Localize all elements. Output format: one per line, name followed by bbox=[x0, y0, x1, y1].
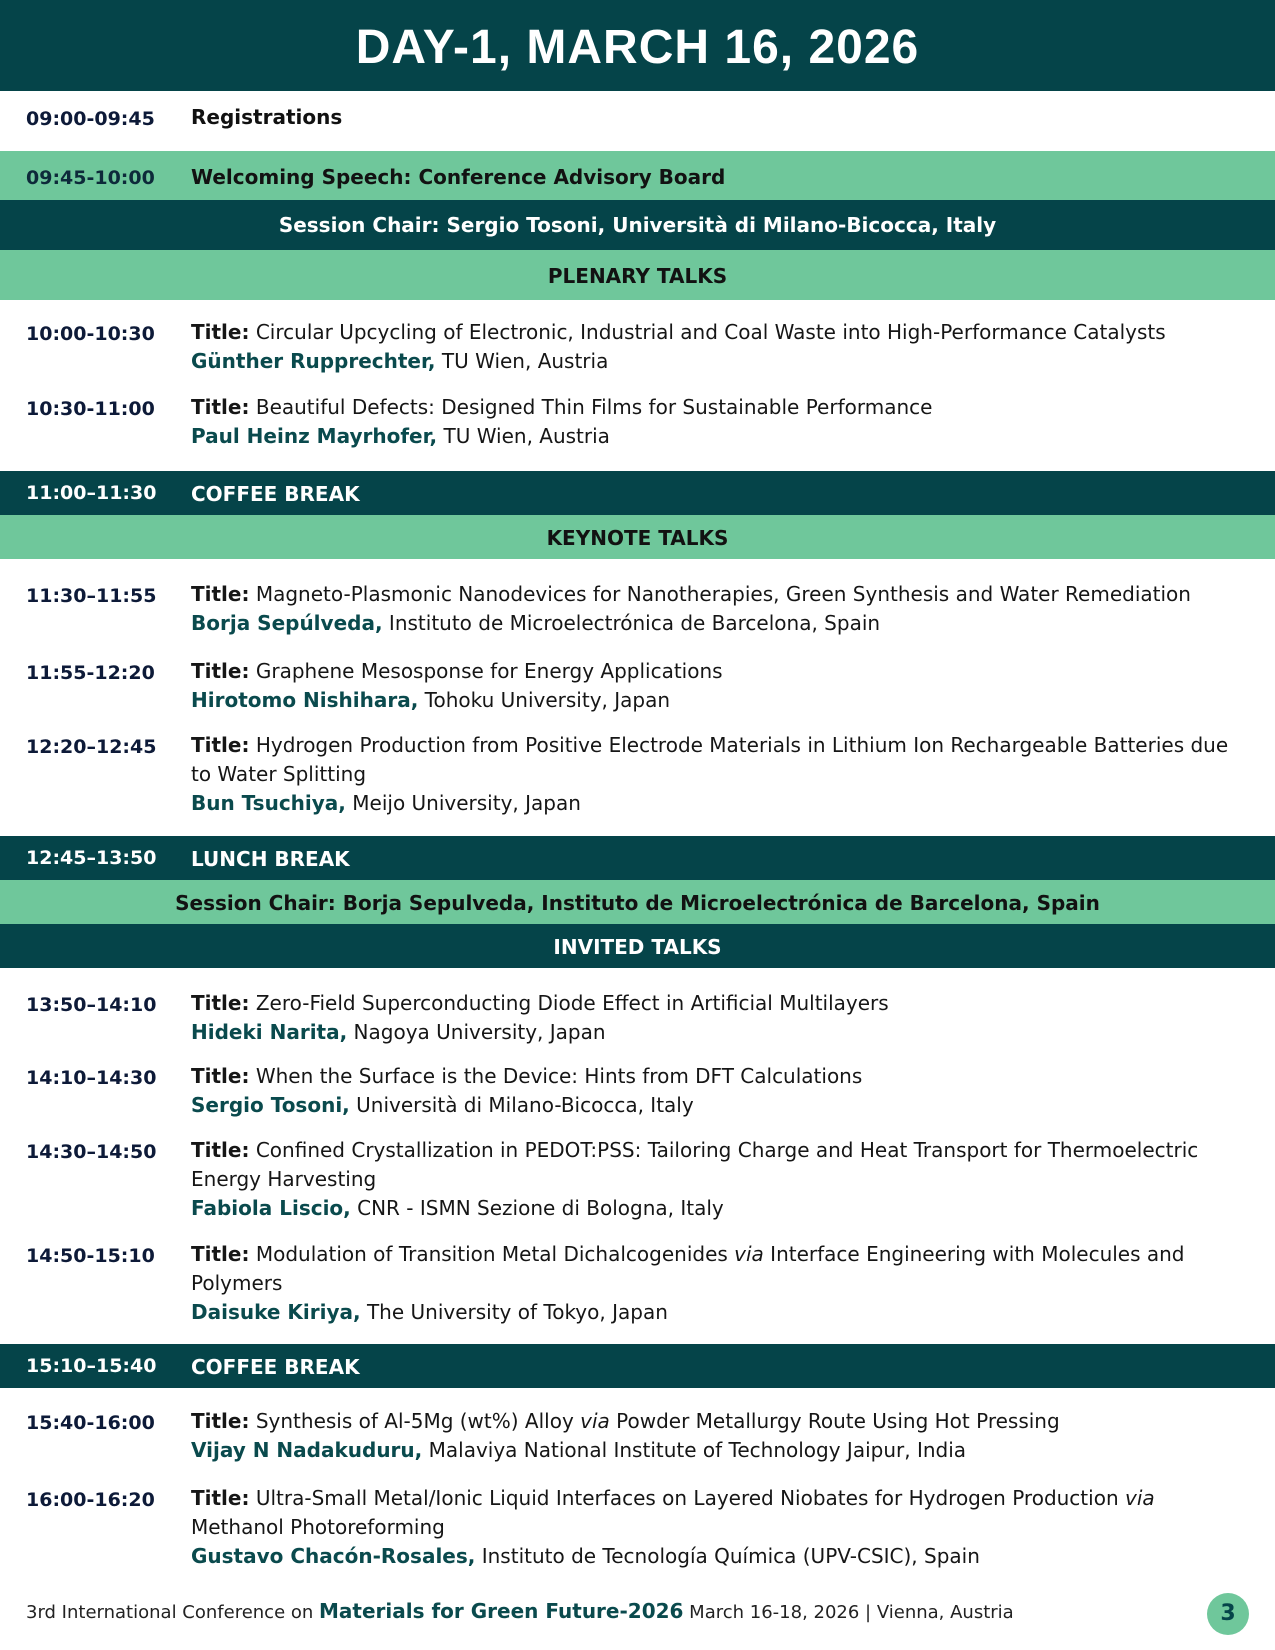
row-label: COFFEE BREAK bbox=[191, 482, 360, 506]
section-heading-text: INVITED TALKS bbox=[553, 935, 722, 959]
title-prefix: Title: bbox=[191, 1242, 250, 1266]
talk-title-part: Interface Engineering with Molecules and Polymers bbox=[191, 1242, 1185, 1295]
time-slot: 11:00–11:30 bbox=[26, 482, 157, 504]
time-slot: 15:10–15:40 bbox=[26, 1355, 157, 1377]
time-slot: 11:55-12:20 bbox=[26, 662, 155, 684]
talk-title-part: Ultra-Small Metal/Ionic Liquid Interfaces on Layered Niobates for Hydrogen Production bbox=[249, 1486, 1125, 1510]
row-label: LUNCH BREAK bbox=[191, 847, 350, 871]
talk-title: Circular Upcycling of Electronic, Industrial and Coal Waste into High-Performance Catalysts bbox=[249, 320, 1166, 344]
speaker-name: Günther Rupprechter, bbox=[191, 349, 436, 373]
title-prefix: Title: bbox=[191, 395, 250, 419]
section-heading-text: KEYNOTE TALKS bbox=[546, 526, 729, 550]
footer-prefix: 3rd International Conference on bbox=[26, 1602, 320, 1623]
row-label: COFFEE BREAK bbox=[191, 1355, 360, 1379]
time-slot: 15:40-16:00 bbox=[26, 1412, 155, 1434]
talk-title-italic: via bbox=[580, 1409, 610, 1433]
footer-dates-location: March 16-18, 2026 | Vienna, Austria bbox=[683, 1602, 1014, 1623]
title-prefix: Title: bbox=[191, 582, 250, 606]
speaker-affiliation: Instituto de Tecnología Química (UPV-CSIC), Spain bbox=[475, 1544, 980, 1568]
talk-title-part: Synthesis of Al-5Mg (wt%) Alloy bbox=[249, 1409, 581, 1433]
talk-title: Zero-Field Superconducting Diode Effect in Artificial Multilayers bbox=[249, 991, 889, 1015]
speaker-name: Hirotomo Nishihara, bbox=[191, 688, 419, 712]
speaker-name: Borja Sepúlveda, bbox=[191, 611, 383, 635]
talk-title-part: Modulation of Transition Metal Dichalcogenides bbox=[249, 1242, 735, 1266]
speaker-affiliation: Nagoya University, Japan bbox=[347, 1020, 606, 1044]
time-slot: 12:45–13:50 bbox=[26, 847, 157, 869]
talk-title: Graphene Mesosponse for Energy Applications bbox=[249, 659, 723, 683]
talk-title-part: Powder Metallurgy Route Using Hot Pressing bbox=[609, 1409, 1060, 1433]
section-heading-invited bbox=[0, 924, 1275, 968]
speaker-name: Sergio Tosoni, bbox=[191, 1093, 350, 1117]
time-slot: 11:30–11:55 bbox=[26, 585, 157, 607]
speaker-affiliation: Tohoku University, Japan bbox=[418, 688, 671, 712]
section-heading-keynote bbox=[0, 515, 1275, 559]
talk-title: Confined Crystallization in PEDOT:PSS: Tailoring Charge and Heat Transport for Thermoelectric Energy Harvesting bbox=[191, 1138, 1199, 1191]
speaker-name: Paul Heinz Mayrhofer, bbox=[191, 424, 438, 448]
title-prefix: Title: bbox=[191, 1138, 250, 1162]
schedule-row-welcome bbox=[0, 151, 1275, 200]
row-label: Registrations bbox=[191, 105, 343, 129]
speaker-affiliation: The University of Tokyo, Japan bbox=[360, 1300, 668, 1324]
speaker-name: Gustavo Chacón-Rosales, bbox=[191, 1544, 476, 1568]
speaker-affiliation: Instituto de Microelectrónica de Barcelona, Spain bbox=[382, 611, 881, 635]
title-prefix: Title: bbox=[191, 320, 250, 344]
title-prefix: Title: bbox=[191, 733, 250, 757]
time-slot: 14:50-15:10 bbox=[26, 1245, 155, 1267]
time-slot: 09:00-09:45 bbox=[26, 108, 155, 130]
speaker-name: Daisuke Kiriya, bbox=[191, 1300, 361, 1324]
time-slot: 10:00-10:30 bbox=[26, 323, 155, 345]
talk-title: Magneto-Plasmonic Nanodevices for Nanotherapies, Green Synthesis and Water Remediation bbox=[249, 582, 1191, 606]
speaker-affiliation: TU Wien, Austria bbox=[435, 349, 609, 373]
session-chair-banner bbox=[0, 200, 1275, 250]
time-slot: 09:45-10:00 bbox=[26, 167, 155, 189]
talk-title: Beautiful Defects: Designed Thin Films for Sustainable Performance bbox=[249, 395, 933, 419]
title-prefix: Title: bbox=[191, 1409, 250, 1433]
page-footer bbox=[26, 1599, 1206, 1623]
footer-conference-name: Materials for Green Future-2026 bbox=[319, 1599, 684, 1623]
page-title: DAY-1, MARCH 16, 2026 bbox=[0, 0, 1275, 91]
section-heading-text: PLENARY TALKS bbox=[547, 264, 728, 288]
session-chair-text: Session Chair: Sergio Tosoni, Università di Milano-Bicocca, Italy bbox=[278, 213, 997, 237]
speaker-name: Vijay N Nadakuduru, bbox=[191, 1438, 423, 1462]
break-row-coffee bbox=[0, 471, 1275, 515]
schedule-row-registrations bbox=[0, 91, 1275, 143]
talk-title-italic: via bbox=[734, 1242, 764, 1266]
time-slot: 16:00-16:20 bbox=[26, 1489, 155, 1511]
time-slot: 10:30-11:00 bbox=[26, 398, 155, 420]
speaker-affiliation: Meijo University, Japan bbox=[345, 791, 581, 815]
time-slot: 14:10–14:30 bbox=[26, 1067, 157, 1089]
speaker-affiliation: TU Wien, Austria bbox=[437, 424, 610, 448]
time-slot: 14:30–14:50 bbox=[26, 1141, 157, 1163]
talk-title: Hydrogen Production from Positive Electrode Materials in Lithium Ion Rechargeable Batteries due to Water Splitting bbox=[191, 733, 1229, 786]
speaker-name: Bun Tsuchiya, bbox=[191, 791, 346, 815]
title-prefix: Title: bbox=[191, 991, 250, 1015]
title-prefix: Title: bbox=[191, 659, 250, 683]
speaker-affiliation: CNR - ISMN Sezione di Bologna, Italy bbox=[350, 1196, 724, 1220]
speaker-affiliation: Università di Milano-Bicocca, Italy bbox=[349, 1093, 694, 1117]
time-slot: 13:50–14:10 bbox=[26, 994, 157, 1016]
title-prefix: Title: bbox=[191, 1486, 250, 1510]
speaker-name: Hideki Narita, bbox=[191, 1020, 348, 1044]
time-slot: 12:20–12:45 bbox=[26, 736, 157, 758]
speaker-affiliation: Malaviya National Institute of Technology Jaipur, India bbox=[422, 1438, 967, 1462]
title-prefix: Title: bbox=[191, 1064, 250, 1088]
break-row-lunch bbox=[0, 836, 1275, 880]
session-chair-text: Session Chair: Borja Sepulveda, Instituto de Microelectrónica de Barcelona, Spain bbox=[175, 891, 1100, 915]
talk-title-part: Methanol Photoreforming bbox=[191, 1515, 445, 1539]
session-chair-banner bbox=[0, 880, 1275, 924]
section-heading-plenary bbox=[0, 250, 1275, 300]
break-row-coffee bbox=[0, 1344, 1275, 1388]
row-label: Welcoming Speech: Conference Advisory Board bbox=[191, 165, 726, 189]
talk-title-italic: via bbox=[1124, 1486, 1155, 1510]
talk-title: When the Surface is the Device: Hints from DFT Calculations bbox=[249, 1064, 863, 1088]
speaker-name: Fabiola Liscio, bbox=[191, 1196, 351, 1220]
page-number-badge: 3 bbox=[1207, 1593, 1249, 1635]
